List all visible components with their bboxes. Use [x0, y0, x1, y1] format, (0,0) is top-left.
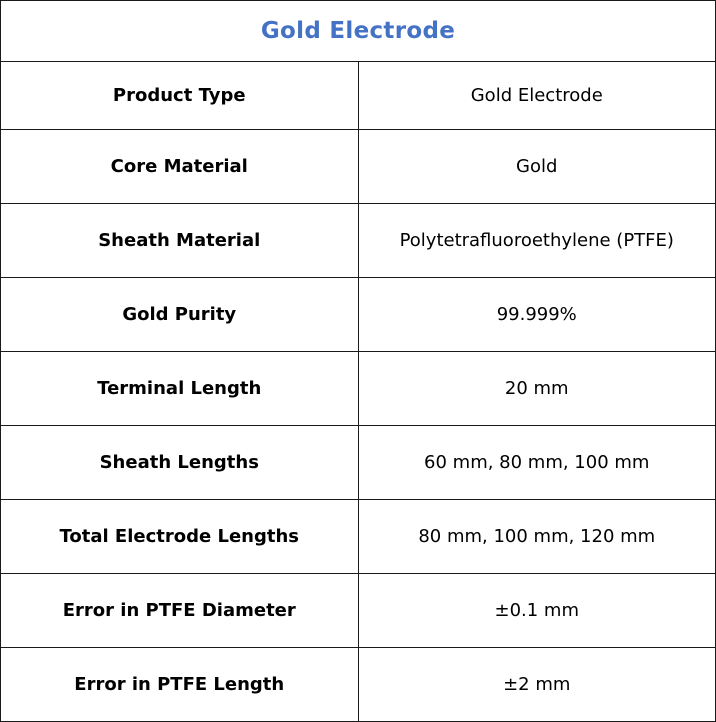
spec-label: Sheath Material	[1, 204, 359, 278]
spec-value: 99.999%	[358, 278, 716, 352]
spec-label: Error in PTFE Diameter	[1, 574, 359, 648]
table-row	[1, 648, 716, 722]
table-row	[1, 278, 716, 352]
table-row	[1, 500, 716, 574]
table-row	[1, 62, 716, 130]
spec-label: Core Material	[1, 130, 359, 204]
table-row	[1, 352, 716, 426]
spec-value: ±2 mm	[358, 648, 716, 722]
title-row	[1, 1, 716, 62]
spec-label: Product Type	[1, 62, 359, 130]
spec-label: Sheath Lengths	[1, 426, 359, 500]
table-title: Gold Electrode	[1, 1, 716, 62]
spec-label: Terminal Length	[1, 352, 359, 426]
spec-value: 80 mm, 100 mm, 120 mm	[358, 500, 716, 574]
spec-label: Error in PTFE Length	[1, 648, 359, 722]
table-row	[1, 426, 716, 500]
spec-value: Gold	[358, 130, 716, 204]
spec-label: Total Electrode Lengths	[1, 500, 359, 574]
spec-value: ±0.1 mm	[358, 574, 716, 648]
spec-label: Gold Purity	[1, 278, 359, 352]
table-row	[1, 574, 716, 648]
spec-value: 60 mm, 80 mm, 100 mm	[358, 426, 716, 500]
spec-value: Polytetrafluoroethylene (PTFE)	[358, 204, 716, 278]
spec-value: 20 mm	[358, 352, 716, 426]
table-row	[1, 130, 716, 204]
table-row	[1, 204, 716, 278]
spec-value: Gold Electrode	[358, 62, 716, 130]
